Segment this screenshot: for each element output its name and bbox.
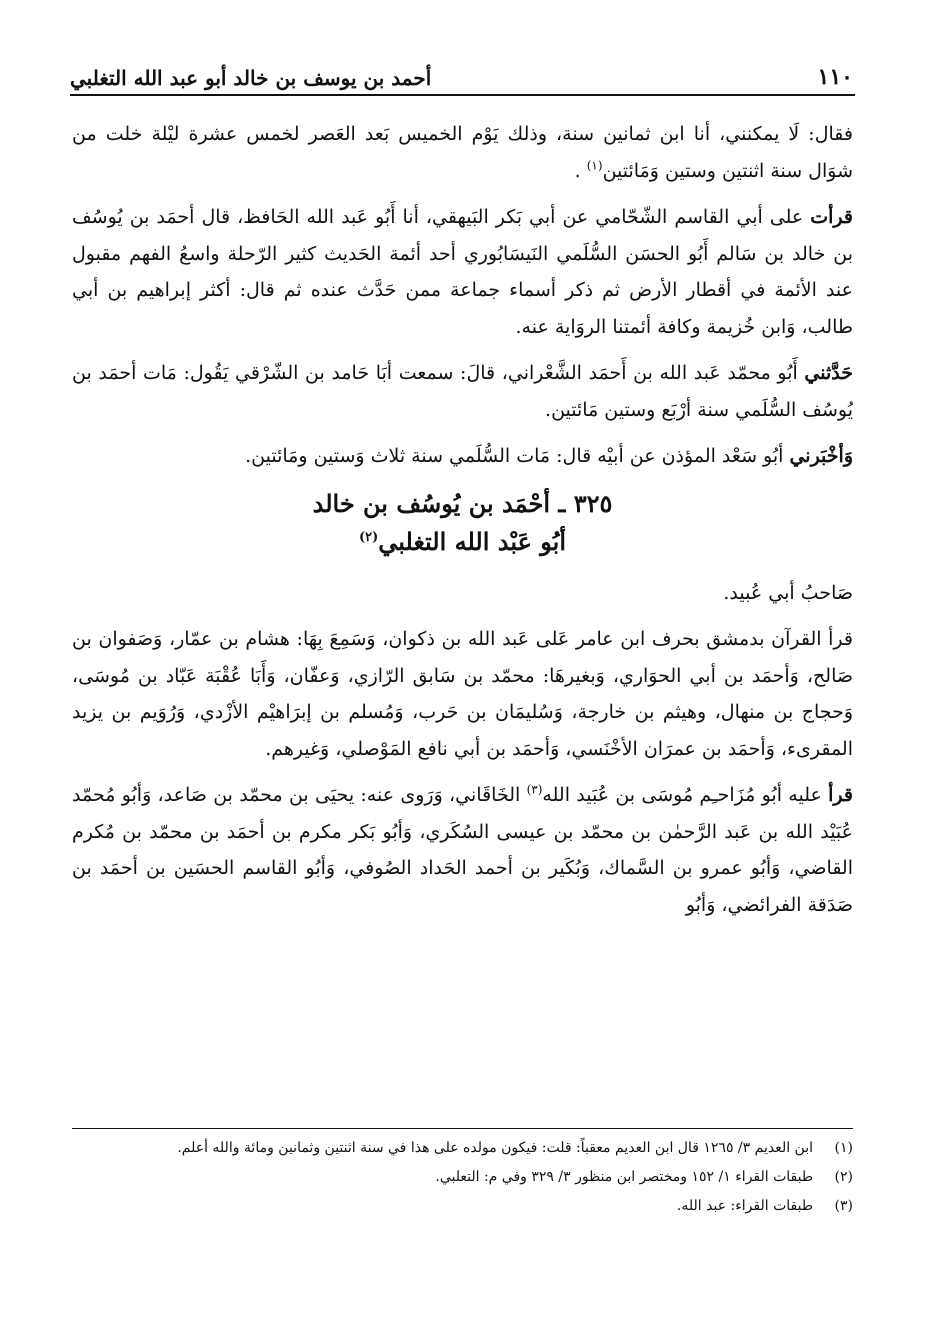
footnote-ref-2: (٢) bbox=[358, 529, 379, 545]
entry-heading bbox=[72, 485, 853, 561]
footnote-ref-1: (١) bbox=[586, 158, 603, 173]
footnote-text: طبقات القراء: عبد الله. bbox=[676, 1198, 813, 1214]
paragraph-1: فقال: لَا يمكنني، أنا ابن ثمانين سنة، وذلك يَوْم الخميس بَعد العَصر لخمس عشرة ليْلة خلت من شوَال سنة اثنتين وستين وَمَائتين$^{(١)}$ . bbox=[72, 123, 853, 182]
page-body bbox=[72, 116, 853, 933]
paragraph-6: قرأ القرآن بدمشق بحرف ابن عامر عَلى عَبد الله بن ذكوان، وَسَمِعَ بِهَا: هشام بن عمّار، وَصَفوان بن صَالح، وَأحمَد بن أبي الحوَاري، وَبغيرهَا: محمّد بن سَابق الرّازي، وَعفّان، وَأَبَا عُقْبَة عَبّاد بن مُوسَى، وَحجاج بن منهال، وهيثم بن خارجة، وَسُليمَان بن حَرب، وَمُسلم بن إبرَاهيْم الأزْدي، وَرُوَيم بن يزيد المقرىء، وَأحمَد بن عمرَان الأخْنَسي، وَأحمَد بن أبي نافع المَوْصلي، وَغيرهم. bbox=[72, 628, 853, 760]
paragraph-2: قرأت على أبي القاسم الشّحّامي عن أبي بَكر البَيهقي، أنا أَبُو عَبد الله الحَافظ، قال أحمَد بن يُوسُف بن خالد بن سَالم أَبُو الحسَن السُّلَمي النَيسَابُوري أحد أئمة الحَديث كثير الرّحلة واسعُ الفهم مقبول عند الأئمة في أقطار الأرض ثم ذكر أسماء جماعة ممن حَدَّث عنده ثم قال: أكثر إبراهيم بن أبي طالب، وَابن خُزيمة وكافة أئمتنا الروَاية عنه. bbox=[72, 206, 853, 338]
footnote-text: ابن العديم ٣/ ١٢٦٥ قال ابن العديم معقباً: قلت: فيكون مولده على هذا في سنة اثنتين وثمانين ومائة والله أعلم. bbox=[177, 1140, 813, 1156]
footnote-number: (٢) bbox=[834, 1169, 853, 1185]
paragraph-7: قرأ عليه أبُو مُزَاحـِم مُوسَى بن عُبَيد الله$^{(٣)}$ الخَاقَاني، وَرَوى عنه: يحيَى بن محمّد بن صَاعد، وَأبُو مُحمّد عُبَيْد الله بن عَبد الرَّحمٰن بن محمّد بن عيسى السُكَري، وَأبُو بَكر مكرم بن أحمَد بن محمّد بن مُكرم القاضي، وَأبُو عمرو بن السَّماك، وَبُكَير بن أحمد الحَداد الصُوفي، وَأبُو القاسم الحسَين بن أحمَد بن صَدَقة الفرائضي، وَأبُو bbox=[72, 782, 853, 916]
footnote-item bbox=[72, 1165, 853, 1190]
page-header bbox=[70, 56, 853, 90]
footnote-rule bbox=[72, 1128, 853, 1129]
header-rule bbox=[70, 94, 855, 96]
footnote-text: طبقات القراء ١/ ١٥٢ ومختصر ابن منظور ٣/ ٣٢٩ وفي م: التعلبي. bbox=[435, 1169, 813, 1185]
entry-heading-line1: ٣٢٥ ـ أحْمَد بن يُوسُف بن خالد bbox=[312, 488, 613, 518]
footnote-item bbox=[72, 1194, 853, 1219]
entry-heading-line2: أبُو عَبْد الله التغلبي bbox=[378, 526, 567, 556]
footnote-ref-3: (٣) bbox=[526, 782, 543, 797]
paragraph-3: حَدَّثني أَبُو محمّد عَبد الله بن أَحمَد الشَّعْراني، قالَ: سمعت أبَا حَامد بن الشّرْقي يَقُول: مَات أحمَد بن يُوسُف السُّلَمي سنة أرْبَع وستين مَائتين. bbox=[72, 362, 853, 421]
entry-heading-line2-wrap bbox=[72, 523, 853, 561]
page-number: ١١٠ bbox=[817, 64, 853, 90]
footnotes bbox=[72, 1136, 853, 1223]
footnote-number: (٣) bbox=[834, 1198, 853, 1214]
footnote-number: (١) bbox=[834, 1140, 853, 1156]
running-title: أحمد بن يوسف بن خالد أبو عبد الله التغلبي bbox=[70, 66, 432, 90]
paragraph-5: صَاحبُ أبي عُبيد. bbox=[723, 581, 853, 604]
footnote-item bbox=[72, 1136, 853, 1161]
paragraph-4: وَأخْبَرني أبُو سَعْد المؤذن عن أبيْه قال: مَات السُّلَمي سنة ثلاث وَستين ومَائتين. bbox=[245, 445, 853, 467]
